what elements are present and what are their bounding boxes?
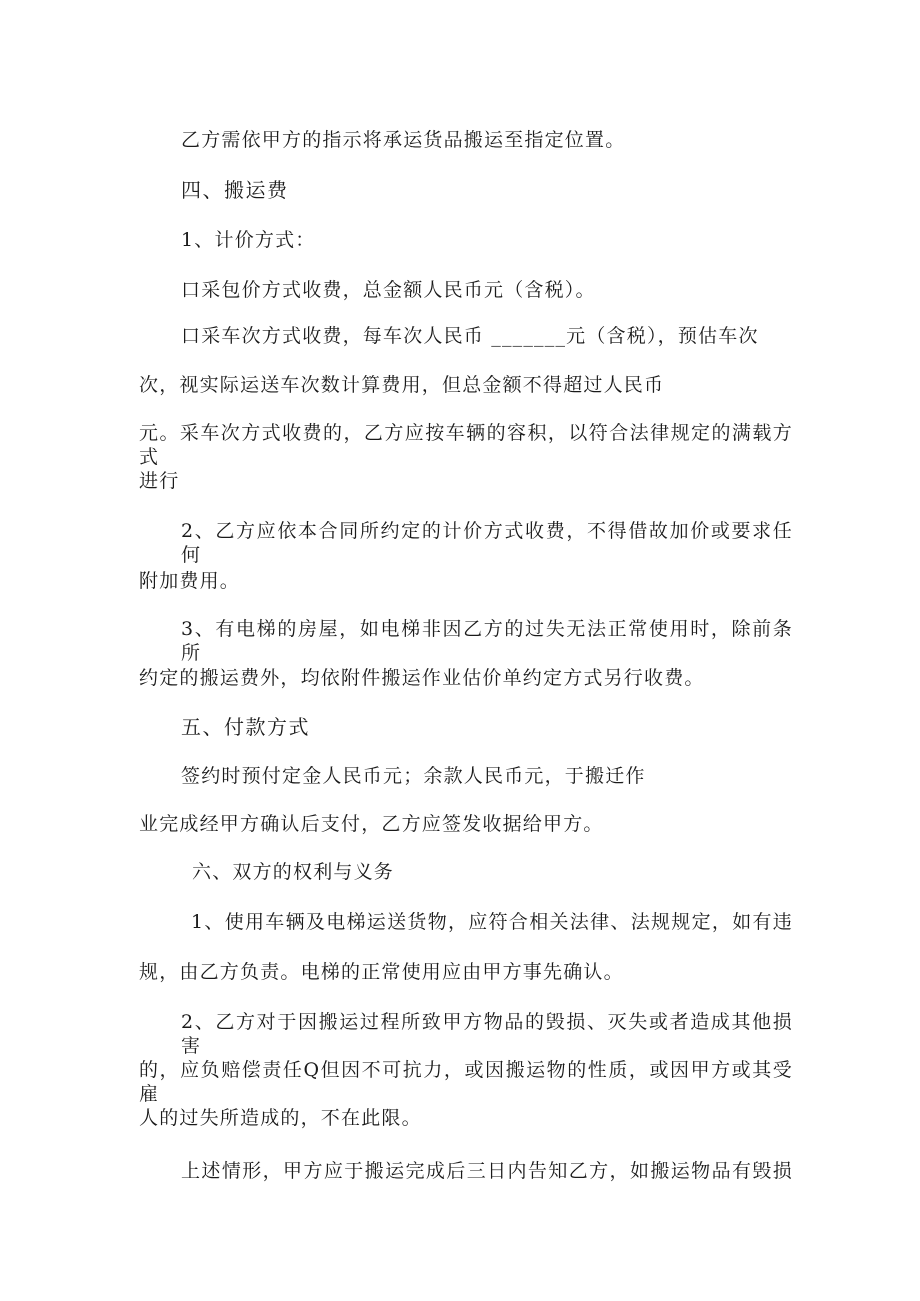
- paragraph-line: 1、计价方式：: [181, 229, 316, 251]
- paragraph-line: 附加费用。: [139, 570, 241, 592]
- paragraph-line: 口采车次方式收费，每车次人民币 _______元（含税），预估车次: [181, 325, 759, 347]
- paragraph-line: 2、乙方应依本合同所约定的计价方式收费，不得借故加价或要求任何: [181, 520, 793, 566]
- section-heading-5: 五、付款方式: [181, 715, 310, 739]
- paragraph-line: 签约时预付定金人民币元；余款人民币元，于搬迁作: [181, 765, 646, 787]
- paragraph-line: 次，视实际运送车次数计算费用，但总金额不得超过人民币: [139, 374, 665, 396]
- paragraph-line: 人的过失所造成的，不在此限。: [139, 1107, 422, 1129]
- section-heading-4: 四、搬运费: [181, 178, 289, 202]
- paragraph-line: 的，应负赔偿责任Q但因不可抗力，或因搬运物的性质，或因甲方或其受雇: [139, 1059, 793, 1105]
- paragraph-line: 乙方需依甲方的指示将承运货品搬运至指定位置。: [181, 129, 626, 151]
- paragraph-line: 上述情形，甲方应于搬运完成后三日内告知乙方，如搬运物品有毁损: [181, 1160, 793, 1182]
- paragraph-line: 规，由乙方负责。电梯的正常使用应由甲方事先确认。: [139, 961, 624, 983]
- section-heading-6: 六、双方的权利与义务: [192, 861, 395, 883]
- paragraph-line: 3、有电梯的房屋，如电梯非因乙方的过失无法正常使用时，除前条所: [181, 618, 793, 664]
- paragraph-line: 口采包价方式收费，总金额人民币元（含税）。: [181, 279, 596, 301]
- paragraph-line: 约定的搬运费外，均依附件搬运作业估价单约定方式另行收费。: [139, 667, 705, 689]
- paragraph-line: 进行: [139, 470, 180, 492]
- paragraph-line: 1、使用车辆及电梯运送货物，应符合相关法律、法规规定，如有违: [191, 911, 793, 933]
- paragraph-line: 业完成经甲方确认后支付，乙方应签发收据给甲方。: [139, 813, 604, 835]
- paragraph-line: 2、乙方对于因搬运过程所致甲方物品的毁损、灭失或者造成其他损害: [181, 1011, 793, 1057]
- paragraph-line: 元。采车次方式收费的，乙方应按车辆的容积，以符合法律规定的满载方式: [139, 422, 793, 468]
